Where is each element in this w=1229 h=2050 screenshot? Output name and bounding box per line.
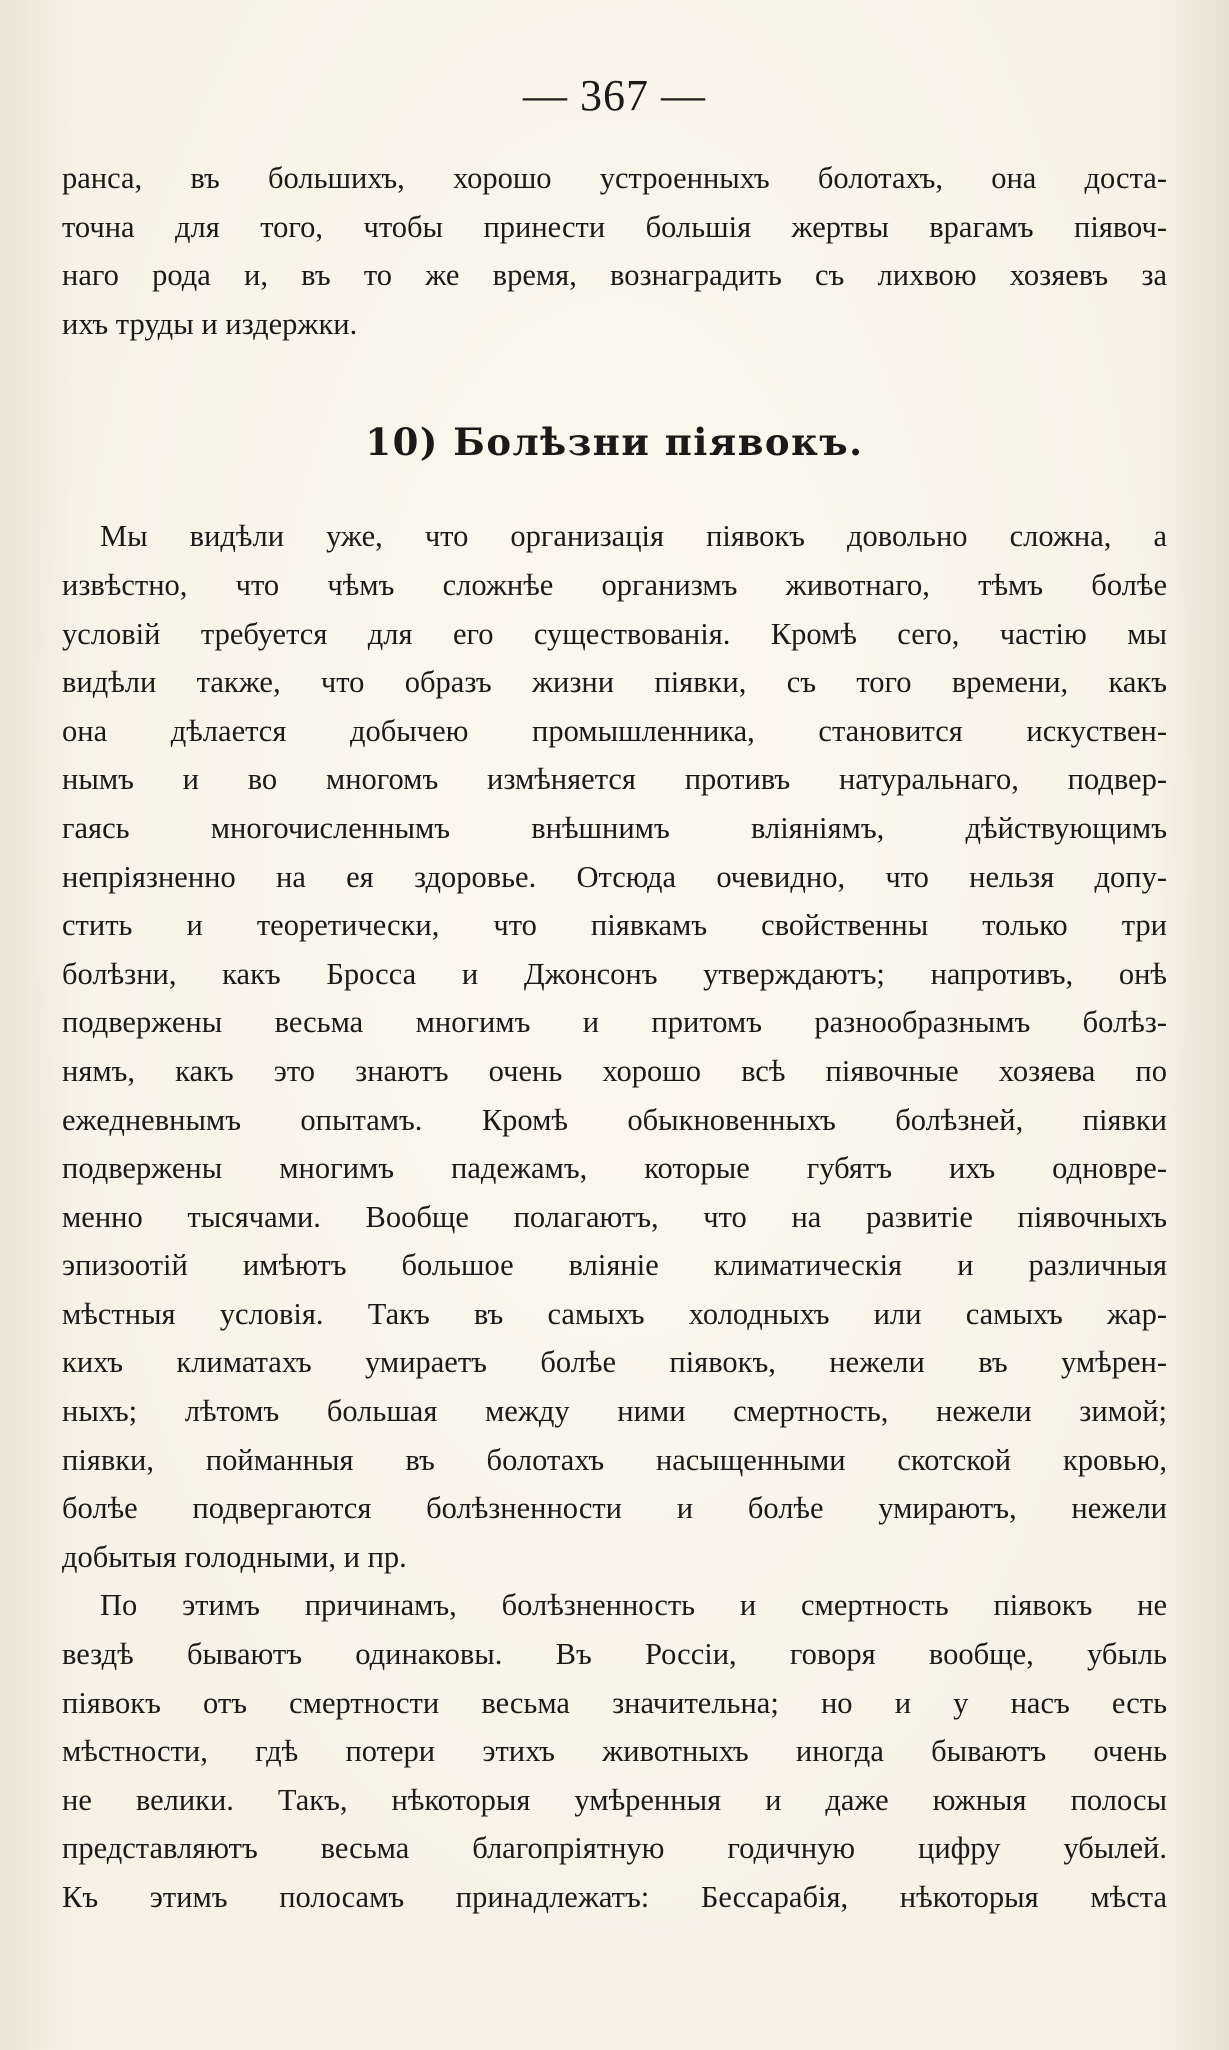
text-line: подвержены весьма многимъ и притомъ разнообразнымъ болѣз- (62, 1005, 1167, 1040)
text-line: видѣли также, что образъ жизни піявки, съ того времени, какъ (62, 665, 1167, 700)
text-line: условій требуется для его существованія. Кромѣ сего, частію мы (62, 616, 1167, 651)
text-line: ихъ труды и издержки. (62, 306, 358, 341)
paragraph-intro (62, 154, 1167, 348)
text-line: гаясь многочисленнымъ внѣшнимъ вліяніямъ, дѣйствующимъ (62, 810, 1167, 845)
text-line: точна для того, чтобы принести большія жертвы врагамъ піявоч- (62, 209, 1167, 244)
text-line: Къ этимъ полосамъ принадлежатъ: Бессарабія, нѣкоторыя мѣста (62, 1880, 1167, 1914)
text-line: вездѣ бываютъ одинаковы. Въ Россіи, говоря вообще, убыль (62, 1637, 1167, 1672)
text-line: кихъ климатахъ умираетъ болѣе піявокъ, нежели въ умѣрен- (62, 1345, 1167, 1380)
text-line: нямъ, какъ это знаютъ очень хорошо всѣ піявочные хозяева по (62, 1053, 1167, 1088)
text-line: ныхъ; лѣтомъ большая между ними смертность, нежели зимой; (62, 1394, 1167, 1429)
text-line: добытыя голодными, и пр. (62, 1539, 407, 1574)
text-line: піявки, пойманныя въ болотахъ насыщенными скотской кровью, (62, 1442, 1167, 1477)
section-heading: 10) Болѣзни піявокъ. (365, 420, 864, 465)
text-line: подвержены многимъ падежамъ, которые губятъ ихъ одновре- (62, 1151, 1167, 1186)
text-line: непріязненно на ея здоровье. Отсюда очевидно, что нельзя допу- (62, 859, 1167, 894)
text-line: мѣстныя условія. Такъ въ самыхъ холодныхъ или самыхъ жар- (62, 1296, 1167, 1331)
text-line: По этимъ причинамъ, болѣзненность и смертность піявокъ не (100, 1588, 1167, 1623)
text-line: нымъ и во многомъ измѣняется противъ натуральнаго, подвер- (62, 762, 1167, 797)
text-line: піявокъ отъ смертности весьма значительна; но и у насъ есть (62, 1685, 1167, 1720)
text-line: наго рода и, въ то же время, вознаградить съ лихвою хозяевъ за (62, 258, 1167, 293)
paragraph-russia (62, 1581, 1167, 1921)
paragraph-diseases (62, 512, 1167, 1581)
text-line: болѣзни, какъ Бросса и Джонсонъ утверждаютъ; напротивъ, онѣ (62, 956, 1167, 991)
book-page (62, 60, 1167, 2030)
text-line: не велики. Такъ, нѣкоторыя умѣренныя и даже южныя полосы (62, 1782, 1167, 1817)
text-line: болѣе подвергаются болѣзненности и болѣе умираютъ, нежели (62, 1491, 1167, 1526)
text-line: ежедневнымъ опытамъ. Кромѣ обыкновенныхъ болѣзней, піявки (62, 1102, 1167, 1137)
text-line: она дѣлается добычею промышленника, становится искуствен- (62, 713, 1167, 748)
text-line: ранса, въ большихъ, хорошо устроенныхъ болотахъ, она доста- (62, 161, 1167, 195)
text-line: мѣстности, гдѣ потери этихъ животныхъ иногда бываютъ очень (62, 1734, 1167, 1769)
text-line: Мы видѣли уже, что организація піявокъ довольно сложна, а (100, 519, 1167, 554)
text-line: извѣстно, что чѣмъ сложнѣе организмъ животнаго, тѣмъ болѣе (62, 567, 1167, 602)
text-line: стить и теоретически, что піявкамъ свойственны только три (62, 908, 1167, 943)
page-number: — 367 — (523, 71, 706, 120)
text-line: представляютъ весьма благопріятную годичную цифру убылей. (62, 1831, 1167, 1866)
text-line: менно тысячами. Вообще полагаютъ, что на развитіе піявочныхъ (62, 1199, 1167, 1234)
text-line: эпизоотій имѣютъ большое вліяніе климатическія и различныя (62, 1248, 1167, 1283)
